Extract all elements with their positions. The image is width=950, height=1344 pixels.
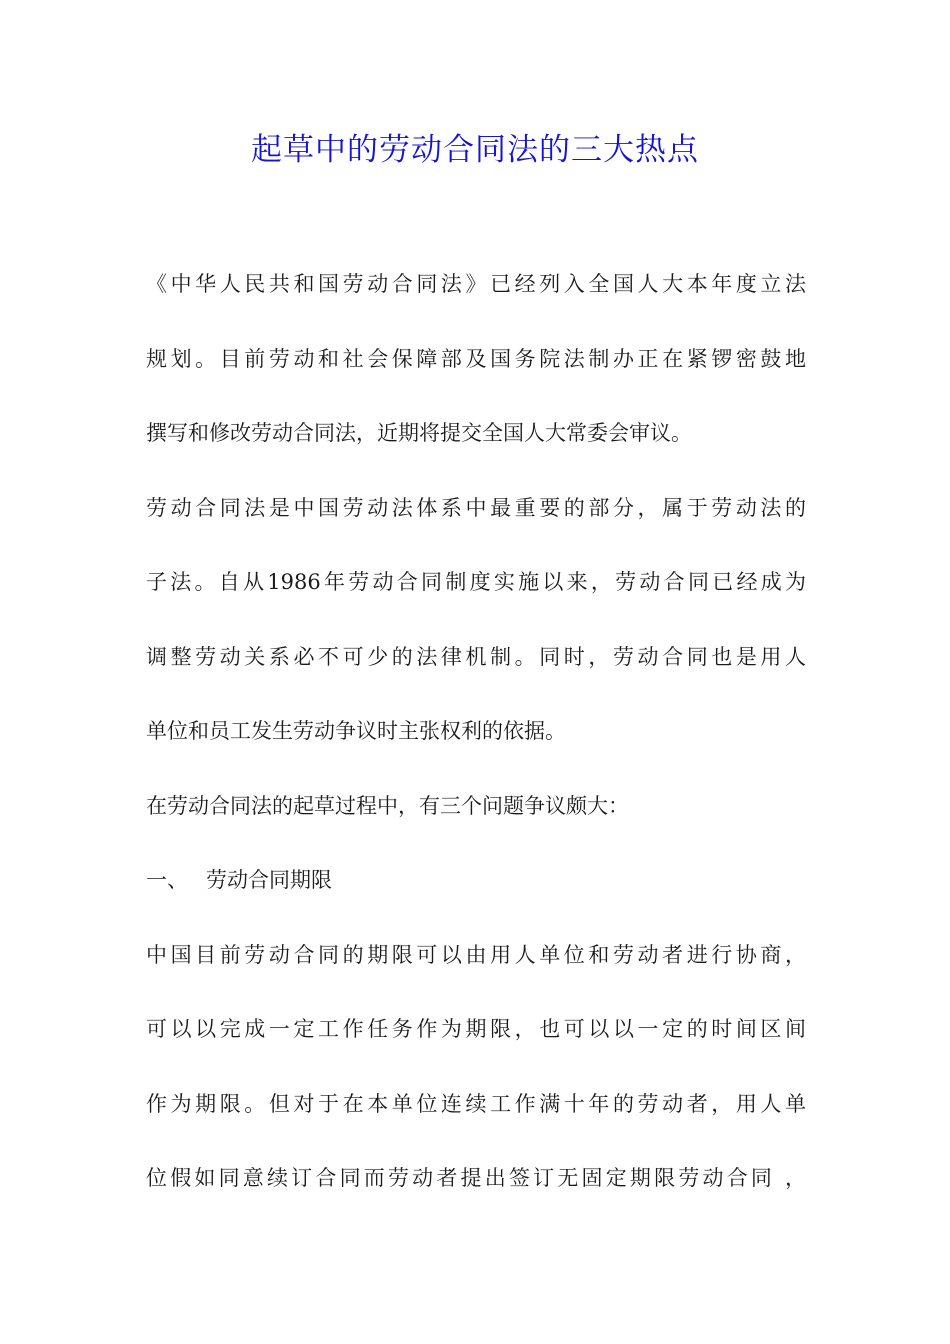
paragraph-line: 《中华人民共和国劳动合同法》已经列入全国人大本年度立法 [146,272,806,296]
paragraph-line: 位假如同意续订合同而劳动者提出签订无固定期限劳动合同 ， [146,1166,806,1190]
document-title: 起草中的劳动合同法的三大热点 [251,132,699,168]
paragraph-line: 在劳动合同法的起草过程中，有三个问题争议颇大： [146,793,629,818]
paragraph-line: 作为期限。但对于在本单位连续工作满十年的劳动者，用人单 [146,1091,806,1116]
paragraph-line: 撰写和修改劳动合同法，近期将提交全国人大常委会审议。 [146,421,692,445]
paragraph-line: 子法。自从1986年劳动合同制度实施以来，劳动合同已经成为 [146,570,806,594]
paragraph-line: 中国目前劳动合同的期限可以由用人单位和劳动者进行协商， [146,942,806,967]
paragraph-line: 规划。目前劳动和社会保障部及国务院法制办正在紧锣密鼓地 [146,346,806,371]
section-heading [146,858,806,933]
paragraph-line: 可以以完成一定工作任务作为期限，也可以以一定的时间区间 [146,1017,806,1041]
section-number: 一、 [146,868,188,892]
paragraph-line: 调整劳动关系必不可少的法律机制。同时，劳动合同也是用人 [146,644,806,669]
paragraph-line: 单位和员工发生劳动争议时主张权利的依据。 [146,719,566,743]
document-body [146,262,806,1231]
paragraph-line: 劳动合同法是中国劳动法体系中最重要的部分，属于劳动法的 [146,495,806,520]
section-heading-text: 劳动合同期限 [206,868,332,892]
